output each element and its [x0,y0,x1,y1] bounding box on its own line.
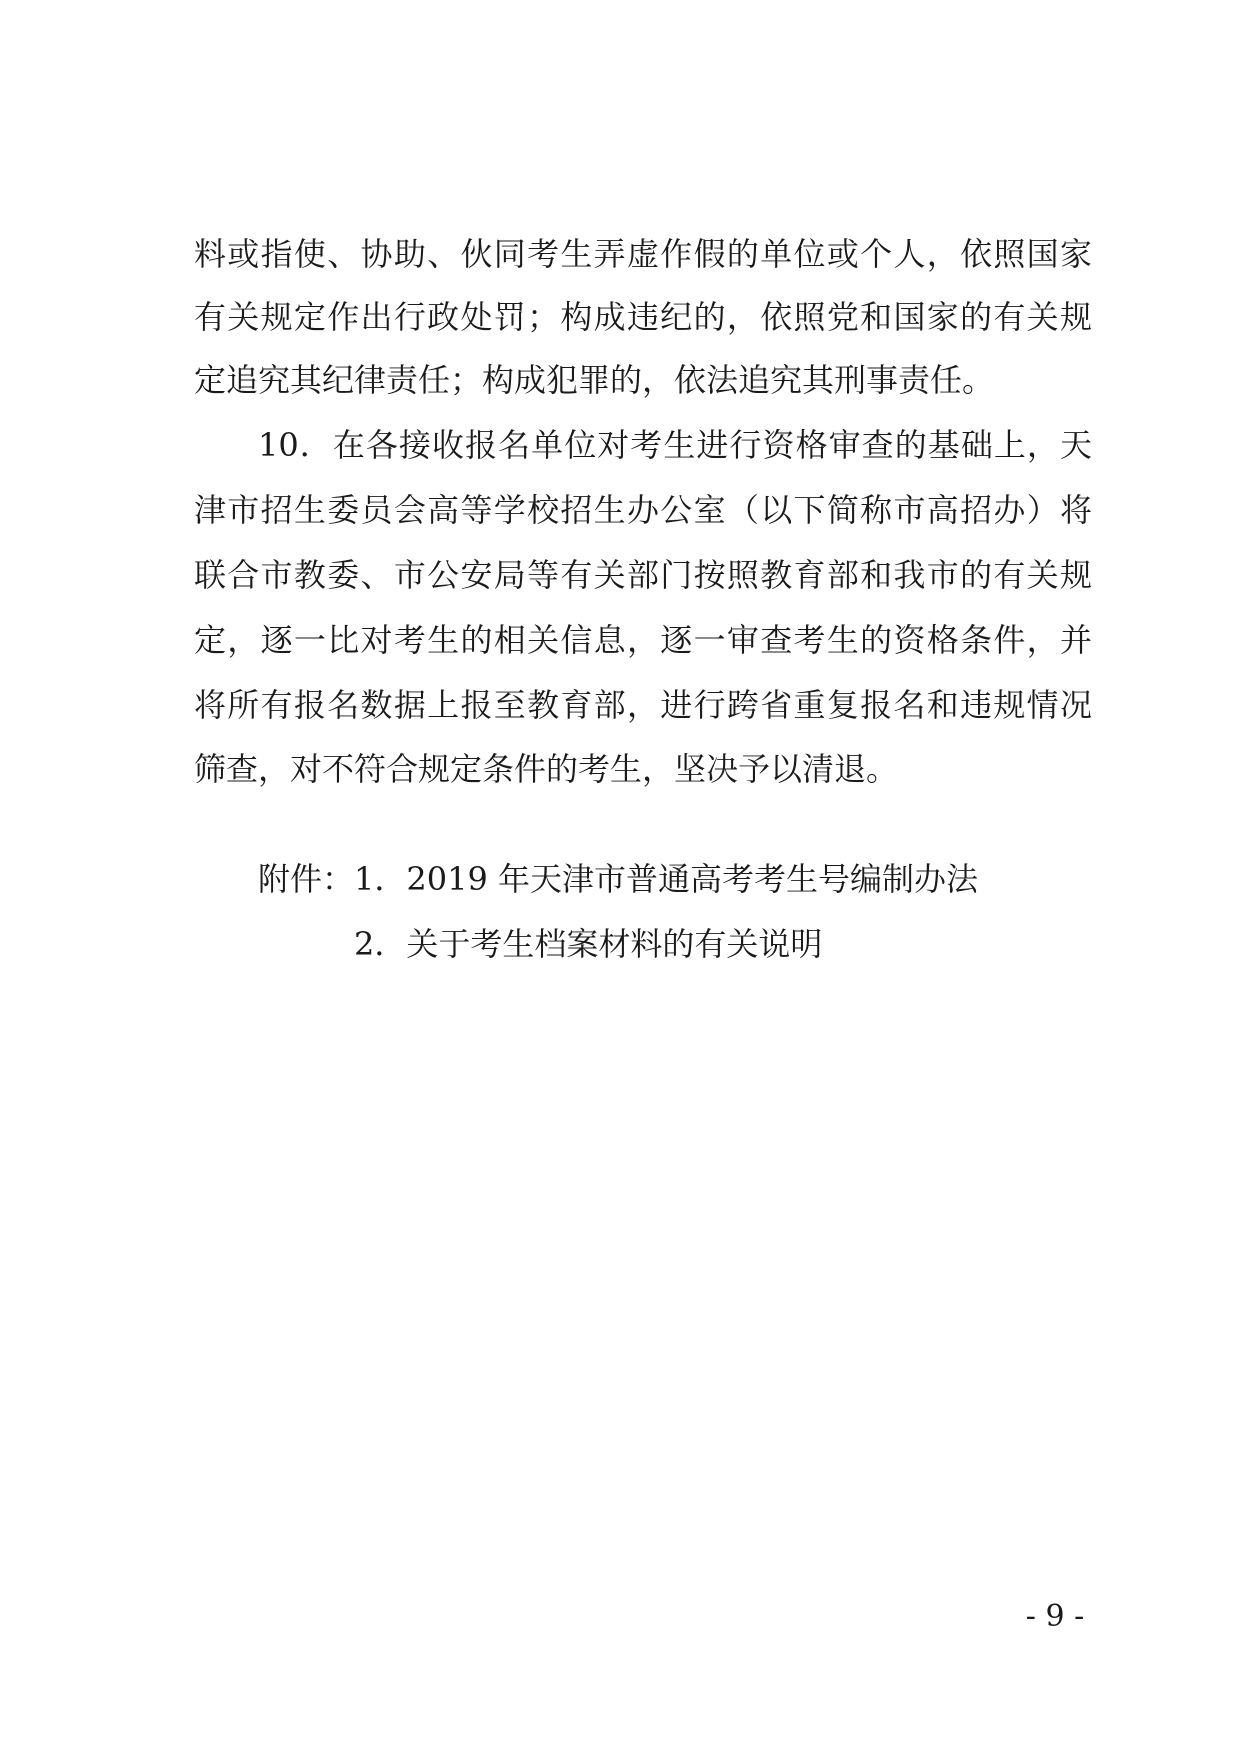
text-line: 联合市教委、市公安局等有关部门按照教育部和我市的有关规 [194,556,1092,594]
text-line: 定，逐一比对考生的相关信息，逐一审查考生的资格条件，并 [194,621,1092,659]
text-line: 津市招生委员会高等学校招生办公室（以下简称市高招办）将 [194,491,1092,529]
text-line: 有关规定作出行政处罚；构成违纪的，依照党和国家的有关规 [194,298,1092,336]
attachments-label: 附件： [258,860,355,898]
text-line: 定追究其纪律责任；构成犯罪的，依法追究其刑事责任。 [194,361,995,399]
attachment-item: 1．2019 年天津市普通高考考生号编制办法 [354,860,978,898]
page-number: - 9 - [1025,1599,1085,1634]
text-line: 料或指使、协助、伙同考生弄虚作假的单位或个人，依照国家 [194,235,1092,273]
text-line: 将所有报名数据上报至教育部，进行跨省重复报名和违规情况 [194,686,1092,724]
attachment-item: 2．关于考生档案材料的有关说明 [354,925,823,963]
text-line: 10．在各接收报名单位对考生进行资格审查的基础上，天 [258,426,1092,464]
text-line: 筛查，对不符合规定条件的考生，坚决予以清退。 [194,750,899,788]
